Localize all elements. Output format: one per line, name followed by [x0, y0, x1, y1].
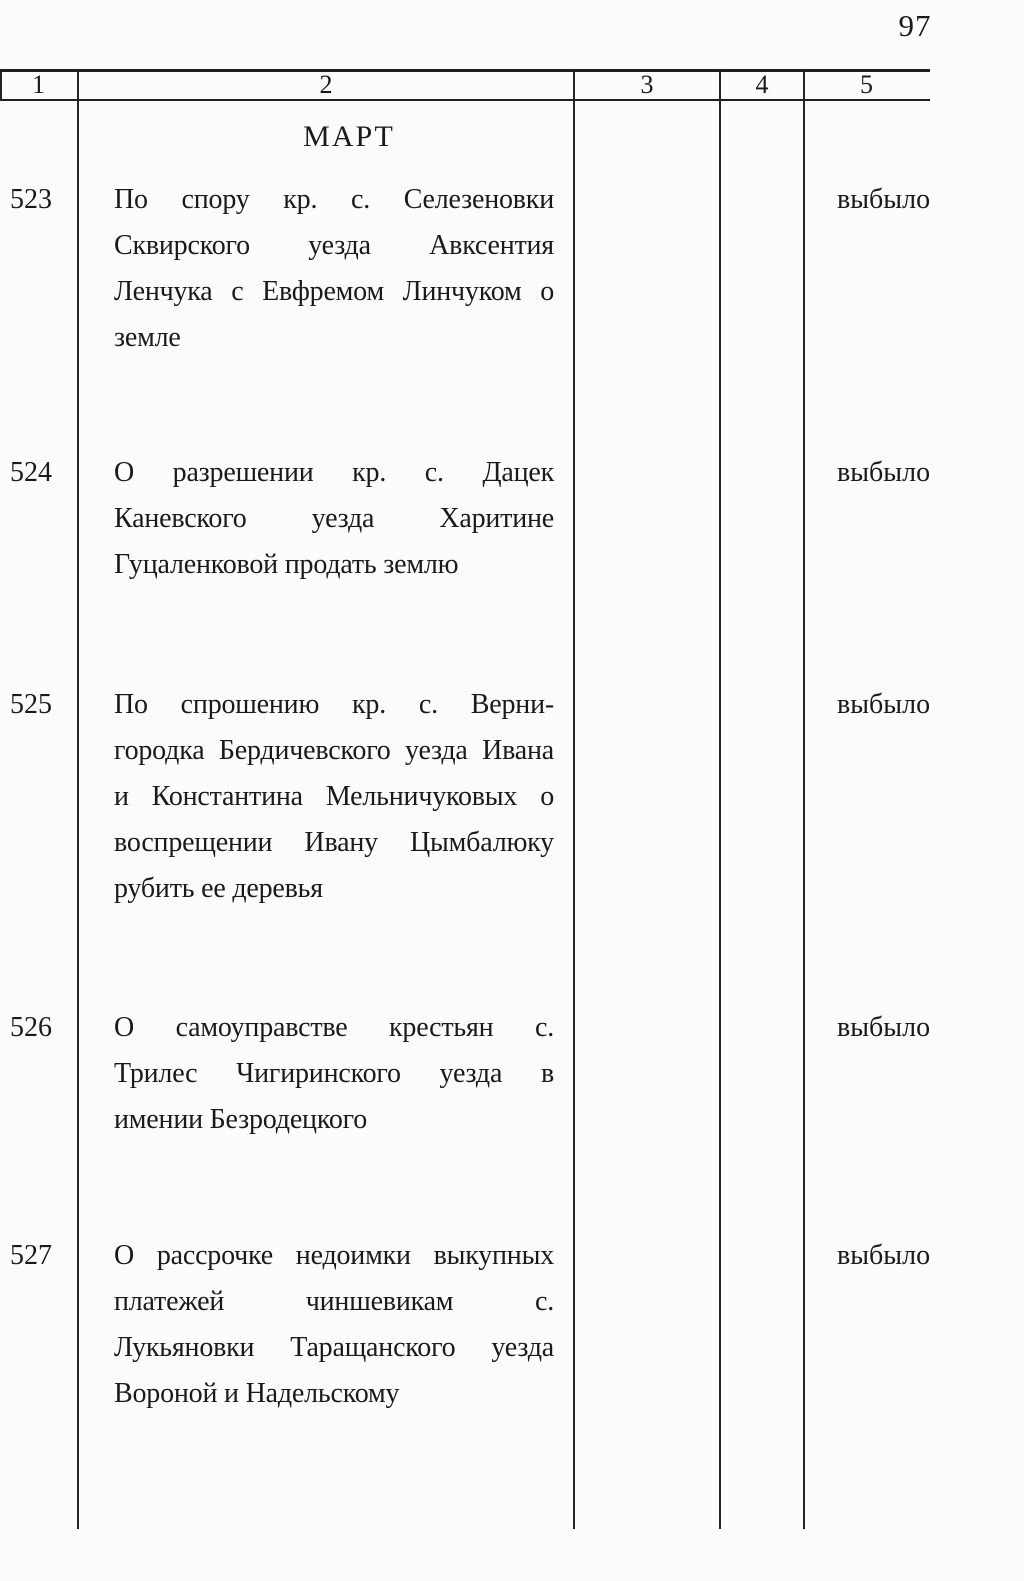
column-header-1: 1	[32, 70, 45, 99]
column-divider-4-5	[803, 70, 805, 1529]
entry-line: имении Безродецкого	[114, 1104, 368, 1135]
column-divider-1-2	[77, 70, 79, 1529]
entry-text-524	[114, 450, 554, 588]
entry-line: платежей чиншевикам с.	[114, 1286, 554, 1317]
entry-line: Ленчука с Евфремом Линчуком о	[114, 276, 554, 307]
column-header-2: 2	[319, 70, 333, 99]
column-header-3: 3	[640, 70, 654, 99]
entry-number-523: 523	[10, 184, 52, 215]
entry-line: О разрешении кр. с. Дацек	[114, 457, 554, 488]
table-header-bottom-rule	[0, 99, 930, 101]
entry-line: земле	[114, 322, 181, 353]
entry-line: Каневского уезда Харитине	[114, 503, 554, 534]
entry-line: Сквирского уезда Авксентия	[114, 230, 554, 261]
entry-line: городка Бердичевского уезда Ивана	[114, 735, 554, 766]
entry-line: По спору кр. с. Селезеновки	[114, 184, 554, 215]
section-title-month: МАРТ	[303, 120, 395, 153]
entry-text-527	[114, 1233, 554, 1417]
page-number: 97	[898, 8, 932, 43]
column-header-4: 4	[755, 70, 769, 99]
entry-line: и Константина Мельничуковых о	[114, 781, 554, 812]
entry-line: воспрещении Ивану Цымбалюку	[114, 827, 554, 858]
entry-line: По спрошению кр. с. Верни-	[114, 689, 554, 720]
entry-number-525: 525	[10, 689, 52, 720]
entry-line: О самоуправстве крестьян с.	[114, 1012, 554, 1043]
entry-number-524: 524	[10, 457, 52, 488]
status-value-524: выбыло	[837, 457, 931, 488]
status-value-523: выбыло	[837, 184, 931, 215]
entry-line: рубить ее деревья	[114, 873, 323, 904]
entry-number-527: 527	[10, 1240, 52, 1271]
column-header-5: 5	[860, 70, 873, 99]
entry-text-525	[114, 682, 554, 912]
entry-text-523	[114, 177, 554, 361]
status-value-525: выбыло	[837, 689, 931, 720]
column-divider-2-3	[573, 70, 575, 1529]
entry-line: Гуцаленковой продать землю	[114, 549, 459, 580]
status-value-526: выбыло	[837, 1012, 931, 1043]
status-value-527: выбыло	[837, 1240, 931, 1271]
entry-line: Лукьяновки Таращанского уезда	[114, 1332, 554, 1363]
entry-text-526	[114, 1005, 554, 1143]
entry-line: Трилес Чигиринского уезда в	[114, 1058, 554, 1089]
column-divider-3-4	[719, 70, 721, 1529]
entry-line: Вороной и Надельскому	[114, 1378, 400, 1409]
entry-number-526: 526	[10, 1012, 52, 1043]
entry-line: О рассрочке недоимки выкупных	[114, 1240, 554, 1271]
